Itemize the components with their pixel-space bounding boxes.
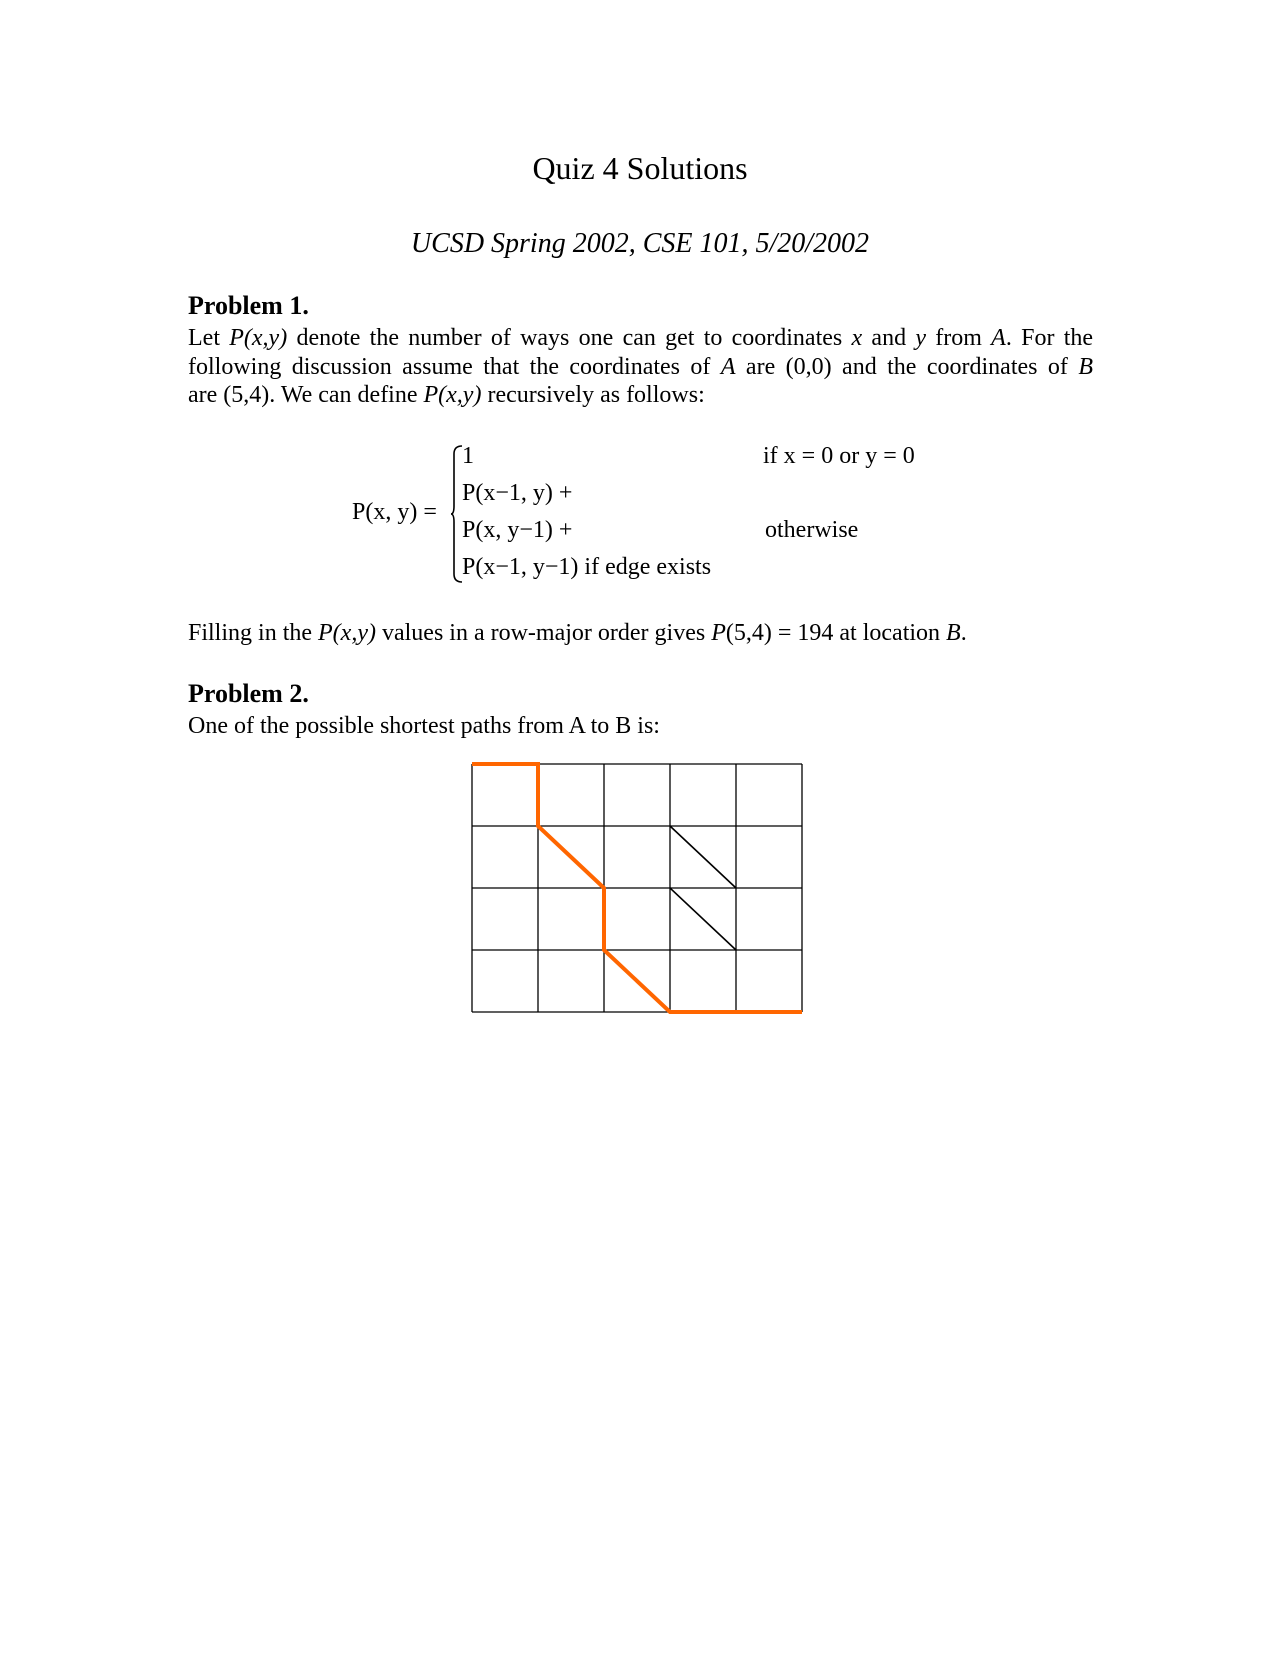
formula-case-3: P(x, y−1) +: [462, 517, 573, 543]
problem-1-paragraph: [188, 324, 1093, 410]
grid-diagonal-edge: [670, 888, 736, 950]
formula-lhs: P(x, y) =: [352, 499, 437, 525]
page-subtitle: UCSD Spring 2002, CSE 101, 5/20/2002: [410, 228, 870, 259]
problem-1-result: Filling in the P(x,y) values in a row-major order gives P(5,4) = 194 at location B.: [188, 620, 967, 646]
path-grid-figure: [466, 758, 810, 1022]
problem-1-line-2: following discussion assume that the coordinates of A are (0,0) and the coordinates of B: [188, 353, 1093, 380]
grid-diagonal-edge: [670, 826, 736, 888]
problem-1-line-1: Let P(x,y) denote the number of ways one can get to coordinates x and y from A. For the: [188, 325, 1094, 351]
formula-condition-2: otherwise: [765, 517, 859, 543]
problem-1-heading: Problem 1.: [188, 291, 309, 320]
problem-1-line-3: are (5,4). We can define P(x,y) recursively as follows:: [188, 382, 705, 408]
problem-2-text: One of the possible shortest paths from A to B is:: [188, 713, 660, 739]
formula-condition-1: if x = 0 or y = 0: [763, 443, 915, 469]
formula-case-1: 1: [462, 443, 474, 469]
formula-case-4: P(x−1, y−1) if edge exists: [462, 554, 712, 580]
formula-case-2: P(x−1, y) +: [462, 480, 573, 506]
page-title: Quiz 4 Solutions: [532, 150, 748, 186]
problem-2-heading: Problem 2.: [188, 679, 309, 708]
